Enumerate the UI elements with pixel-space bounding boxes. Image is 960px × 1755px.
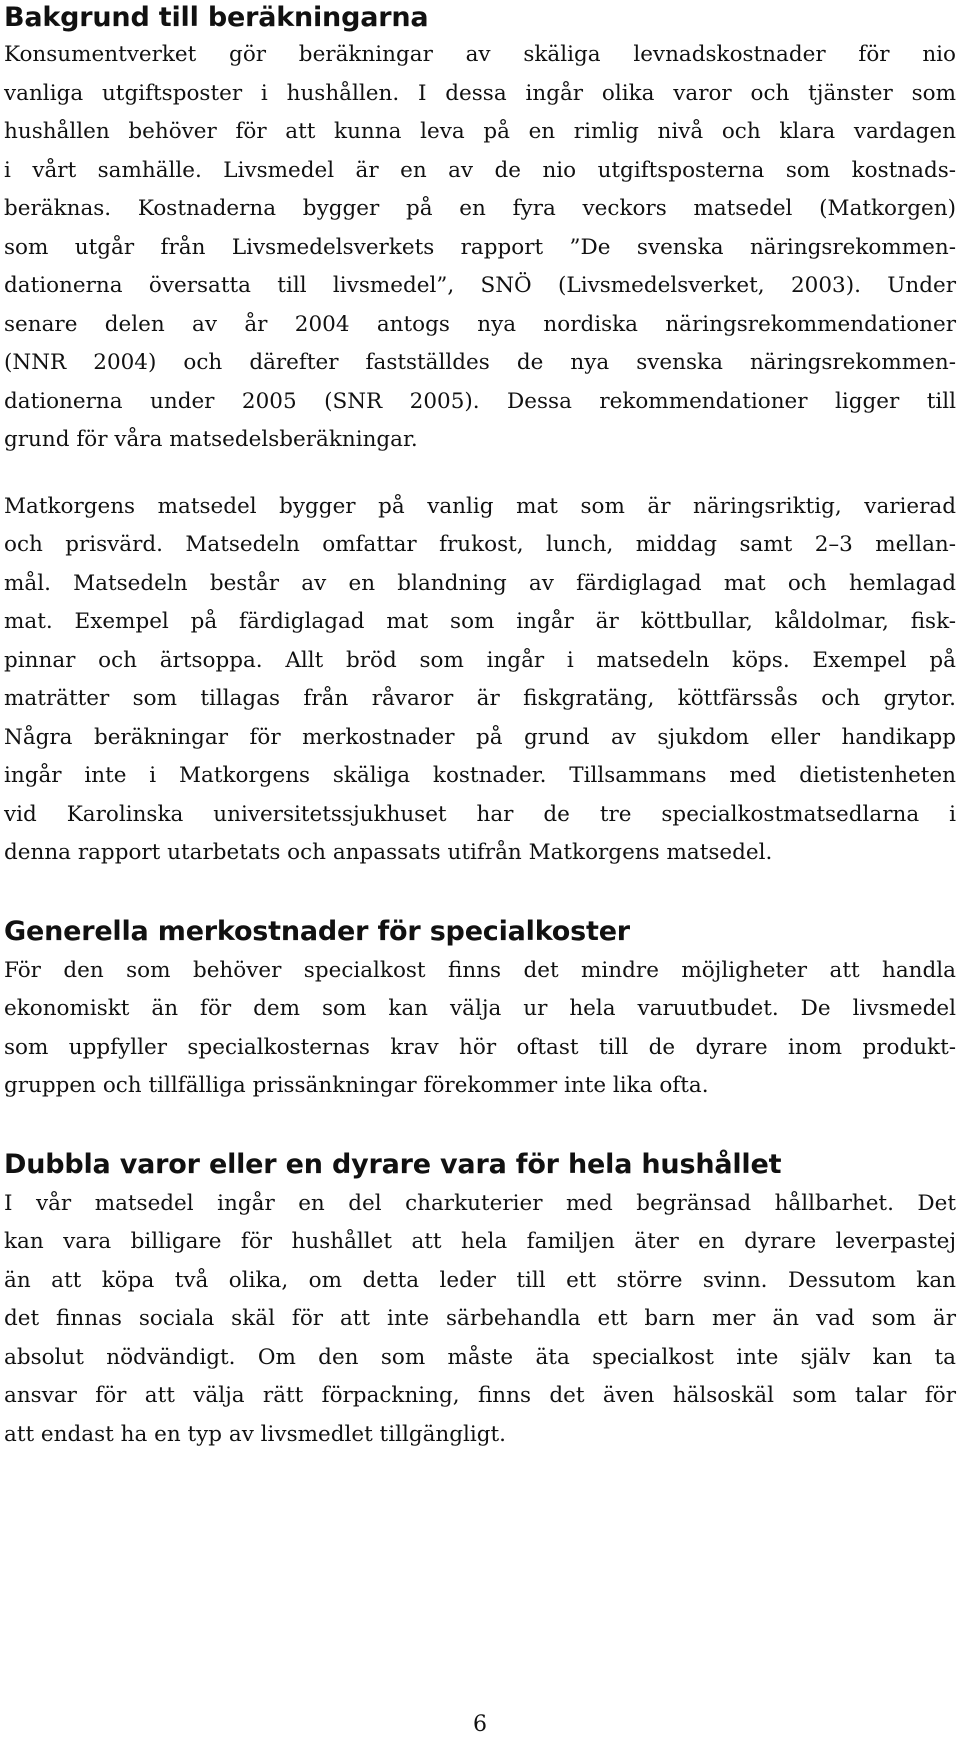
text-line: att endast ha en typ av livsmedlet tillgängligt. [4, 1421, 507, 1447]
paragraph-bakgrund-2 [4, 488, 956, 873]
text-line: ingår inte i Matkorgens skäliga kostnader. Tillsammans med dietistenheten [4, 763, 956, 788]
text-line: i vårt samhälle. Livsmedel är en av de nio utgiftsposterna som kostnads- [4, 157, 956, 183]
text-line: och prisvärd. Matsedeln omfattar frukost, lunch, middag samt 2–3 mellan- [4, 532, 956, 557]
text-line: senare delen av år 2004 antogs nya nordiska näringsrekommendationer [4, 311, 956, 337]
text-line: (NNR 2004) och därefter fastställdes de nya svenska näringsrekommen- [4, 350, 956, 375]
text-line: maträtter som tillagas från råvaror är fiskgratäng, köttfärssås och grytor. [4, 686, 956, 711]
text-line: mål. Matsedeln består av en blandning av färdiglagad mat och hemlagad [4, 570, 956, 596]
text-line: Matkorgens matsedel bygger på vanlig mat som är näringsriktig, varierad [4, 493, 956, 519]
text-line: vid Karolinska universitetssjukhuset har de tre specialkostmatsedlarna i [4, 801, 956, 827]
text-line: dationerna under 2005 (SNR 2005). Dessa rekommendationer ligger till [4, 388, 956, 414]
text-line: I vår matsedel ingår en del charkuterier med begränsad hållbarhet. Det [4, 1190, 956, 1216]
text-line: det finnas sociala skäl för att inte särbehandla ett barn mer än vad som är [4, 1306, 956, 1331]
text-line: dationerna översatta till livsmedel”, SNÖ (Livsmedelsverket, 2003). Under [4, 273, 956, 298]
text-line: kan vara billigare för hushållet att hela familjen äter en dyrare leverpastej [4, 1229, 956, 1254]
text-line: mat. Exempel på färdiglagad mat som ingår är köttbullar, kåldolmar, fisk- [4, 609, 956, 634]
page-number: 6 [473, 1712, 487, 1737]
section-heading-bakgrund: Bakgrund till beräkningarna [4, 2, 429, 33]
text-line: gruppen och tillfälliga prissänkningar förekommer inte lika ofta. [4, 1073, 709, 1098]
text-line: som utgår från Livsmedelsverkets rapport ”De svenska näringsrekommen- [4, 234, 956, 260]
text-line: än att köpa två olika, om detta leder till ett större svinn. Dessutom kan [4, 1267, 956, 1293]
paragraph-dubbla-varor [4, 1185, 956, 1455]
text-line: ansvar för att välja rätt förpackning, finns det även hälsoskäl som talar för [4, 1383, 956, 1408]
paragraph-bakgrund-1 [4, 36, 956, 460]
text-line: som uppfyller specialkosternas krav hör oftast till de dyrare inom produkt- [4, 1034, 956, 1060]
text-line: hushållen behöver för att kunna leva på en rimlig nivå och klara vardagen [4, 119, 956, 144]
text-line: Konsumentverket gör beräkningar av skäliga levnadskostnader för nio [4, 42, 956, 67]
text-line: ekonomiskt än för dem som kan välja ur hela varuutbudet. De livsmedel [4, 996, 956, 1021]
section-heading-generella-merkostnader: Generella merkostnader för specialkoster [4, 915, 630, 947]
text-line: Några beräkningar för merkostnader på grund av sjukdom eller handikapp [4, 724, 956, 750]
text-line: absolut nödvändigt. Om den som måste äta specialkost inte själv kan ta [4, 1344, 956, 1370]
section-heading-dubbla-varor: Dubbla varor eller en dyrare vara för hela hushållet [4, 1148, 782, 1180]
text-line: denna rapport utarbetats och anpassats utifrån Matkorgens matsedel. [4, 840, 773, 865]
text-line: beräknas. Kostnaderna bygger på en fyra veckors matsedel (Matkorgen) [4, 196, 956, 221]
text-line: För den som behöver specialkost finns det mindre möjligheter att handla [4, 957, 956, 983]
text-line: grund för våra matsedelsberäkningar. [4, 427, 418, 452]
document-page [4, 0, 956, 1454]
text-line: pinnar och ärtsoppa. Allt bröd som ingår i matsedeln köps. Exempel på [4, 647, 956, 673]
text-line: vanliga utgiftsposter i hushållen. I dessa ingår olika varor och tjänster som [4, 80, 956, 106]
paragraph-generella-merkostnader [4, 952, 956, 1106]
